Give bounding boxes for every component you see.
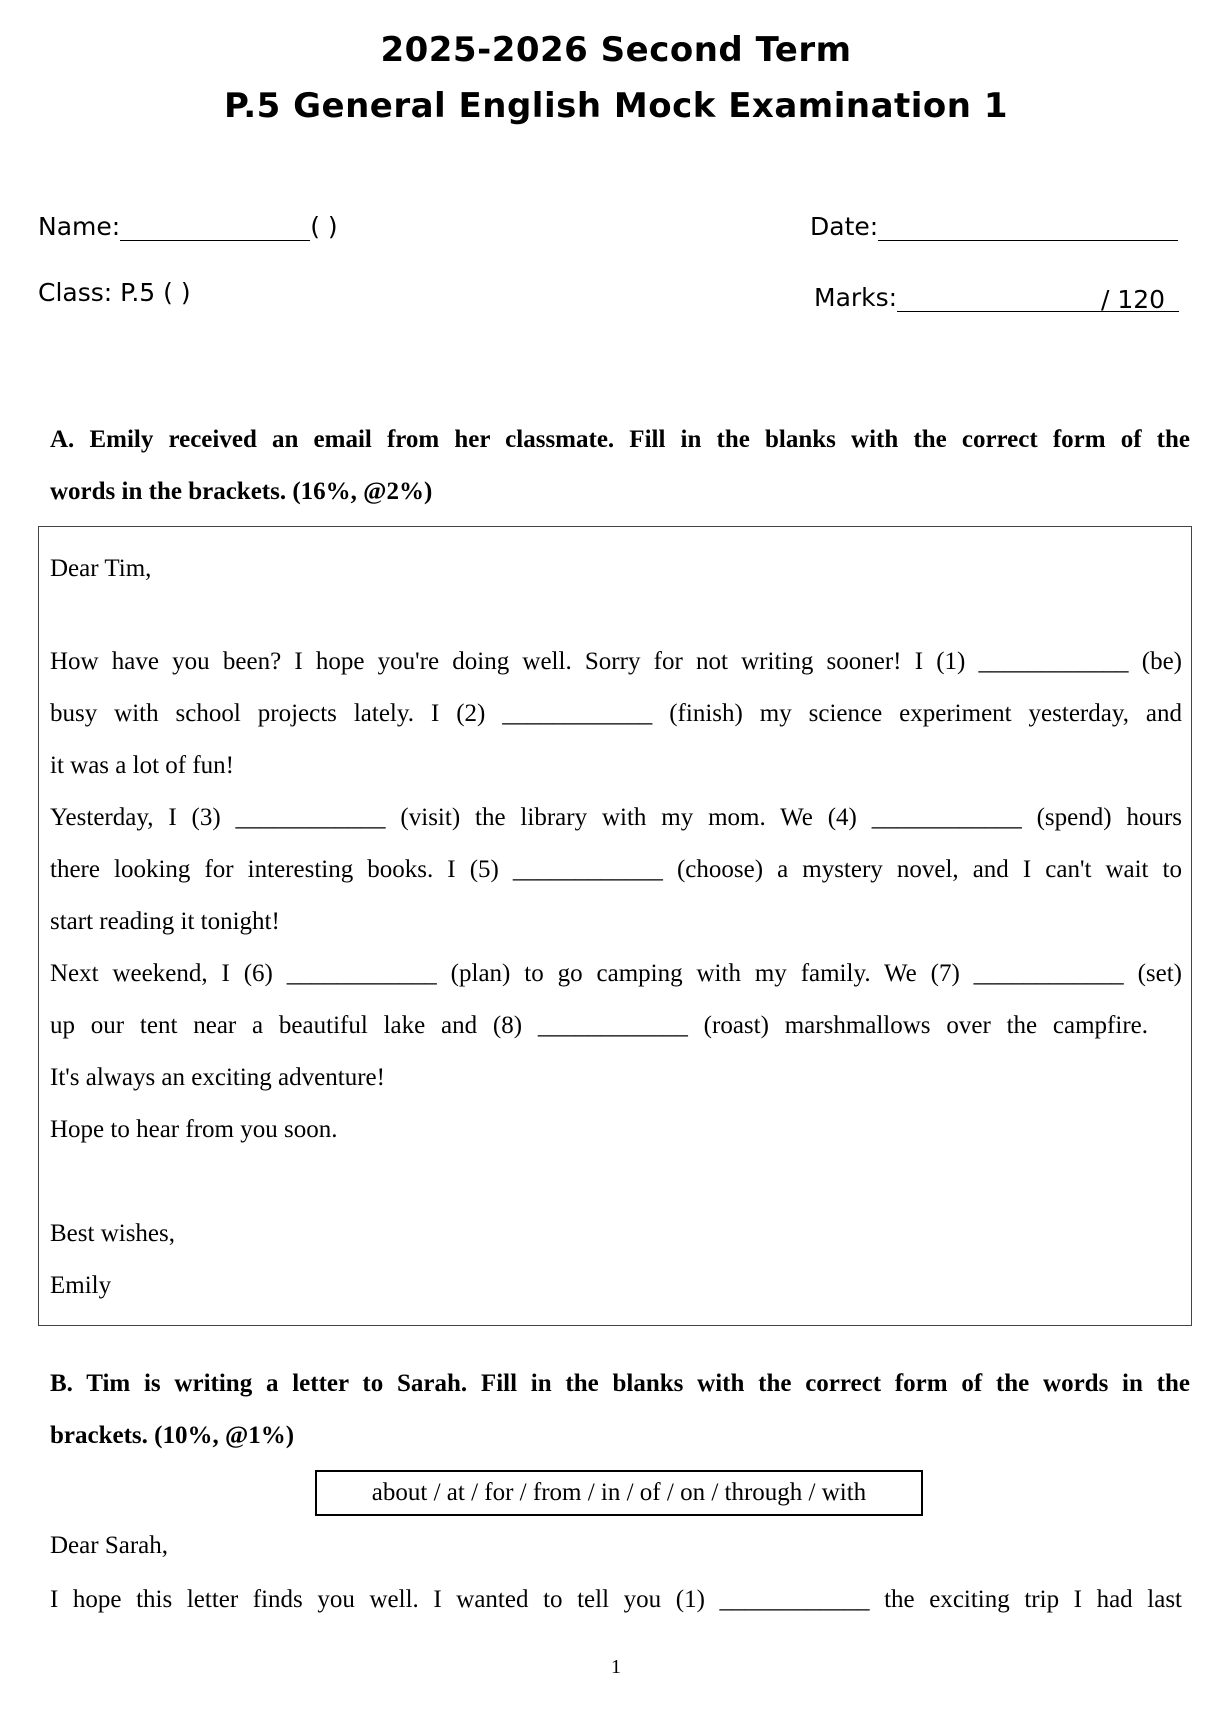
section-a-instruction-line1: A. Emily received an email from her classmate. Fill in the blanks with the correct form of the (50, 426, 1190, 453)
class-field: Class: P.5 ( ) (38, 278, 191, 307)
letter-line: Hope to hear from you soon. (50, 1116, 338, 1143)
date-label: Date: (810, 212, 879, 241)
name-blank (120, 214, 310, 241)
exam-title-term: 2025-2026 Second Term (380, 30, 852, 70)
letter-line: it was a lot of fun! (50, 752, 234, 779)
marks-label: Marks: (814, 283, 898, 312)
letter-line: up our tent near a beautiful lake and (8) ____________ (roast) marshmallows over the campfire. (50, 1012, 1148, 1039)
exam-title-name: P.5 General English Mock Examination 1 (224, 86, 1008, 126)
letter-line: there looking for interesting books. I (5) ____________ (choose) a mystery novel, and I can't wait to (50, 856, 1182, 883)
marks-field (814, 283, 1179, 312)
marks-blank (897, 285, 1179, 312)
letter-line: busy with school projects lately. I (2) ____________ (finish) my science experiment yesterday, and (50, 700, 1182, 727)
letter-closing: Best wishes, (50, 1220, 175, 1247)
date-blank (878, 214, 1178, 241)
class-number-paren: ( ) (310, 212, 338, 241)
word-bank-box: about / at / for / from / in / of / on / through / with (315, 1470, 923, 1516)
page-number: 1 (611, 1656, 621, 1678)
letter-b-greeting: Dear Sarah, (50, 1532, 168, 1559)
marks-total: / 120 (1101, 285, 1166, 314)
section-a-instruction-line2: words in the brackets. (16%, @2%) (50, 478, 433, 505)
letter-line: How have you been? I hope you're doing well. Sorry for not writing sooner! I (1) ____________ (be) (50, 648, 1182, 675)
section-b-instruction-line1: B. Tim is writing a letter to Sarah. Fill in the blanks with the correct form of the words in the (50, 1370, 1190, 1397)
letter-line: start reading it tonight! (50, 908, 280, 935)
date-field (810, 212, 1178, 241)
section-b-instruction-line2: brackets. (10%, @1%) (50, 1422, 295, 1449)
letter-b-line: I hope this letter finds you well. I wanted to tell you (1) ____________ the exciting trip I had last (50, 1586, 1182, 1613)
letter-line: It's always an exciting adventure! (50, 1064, 385, 1091)
letter-line: Next weekend, I (6) ____________ (plan) to go camping with my family. We (7) ____________ (set) (50, 960, 1182, 987)
letter-greeting: Dear Tim, (50, 555, 152, 582)
name-label: Name: (38, 212, 121, 241)
letter-signature: Emily (50, 1272, 112, 1299)
letter-line: Yesterday, I (3) ____________ (visit) the library with my mom. We (4) ____________ (spend) hours (50, 804, 1182, 831)
name-field (38, 212, 338, 241)
